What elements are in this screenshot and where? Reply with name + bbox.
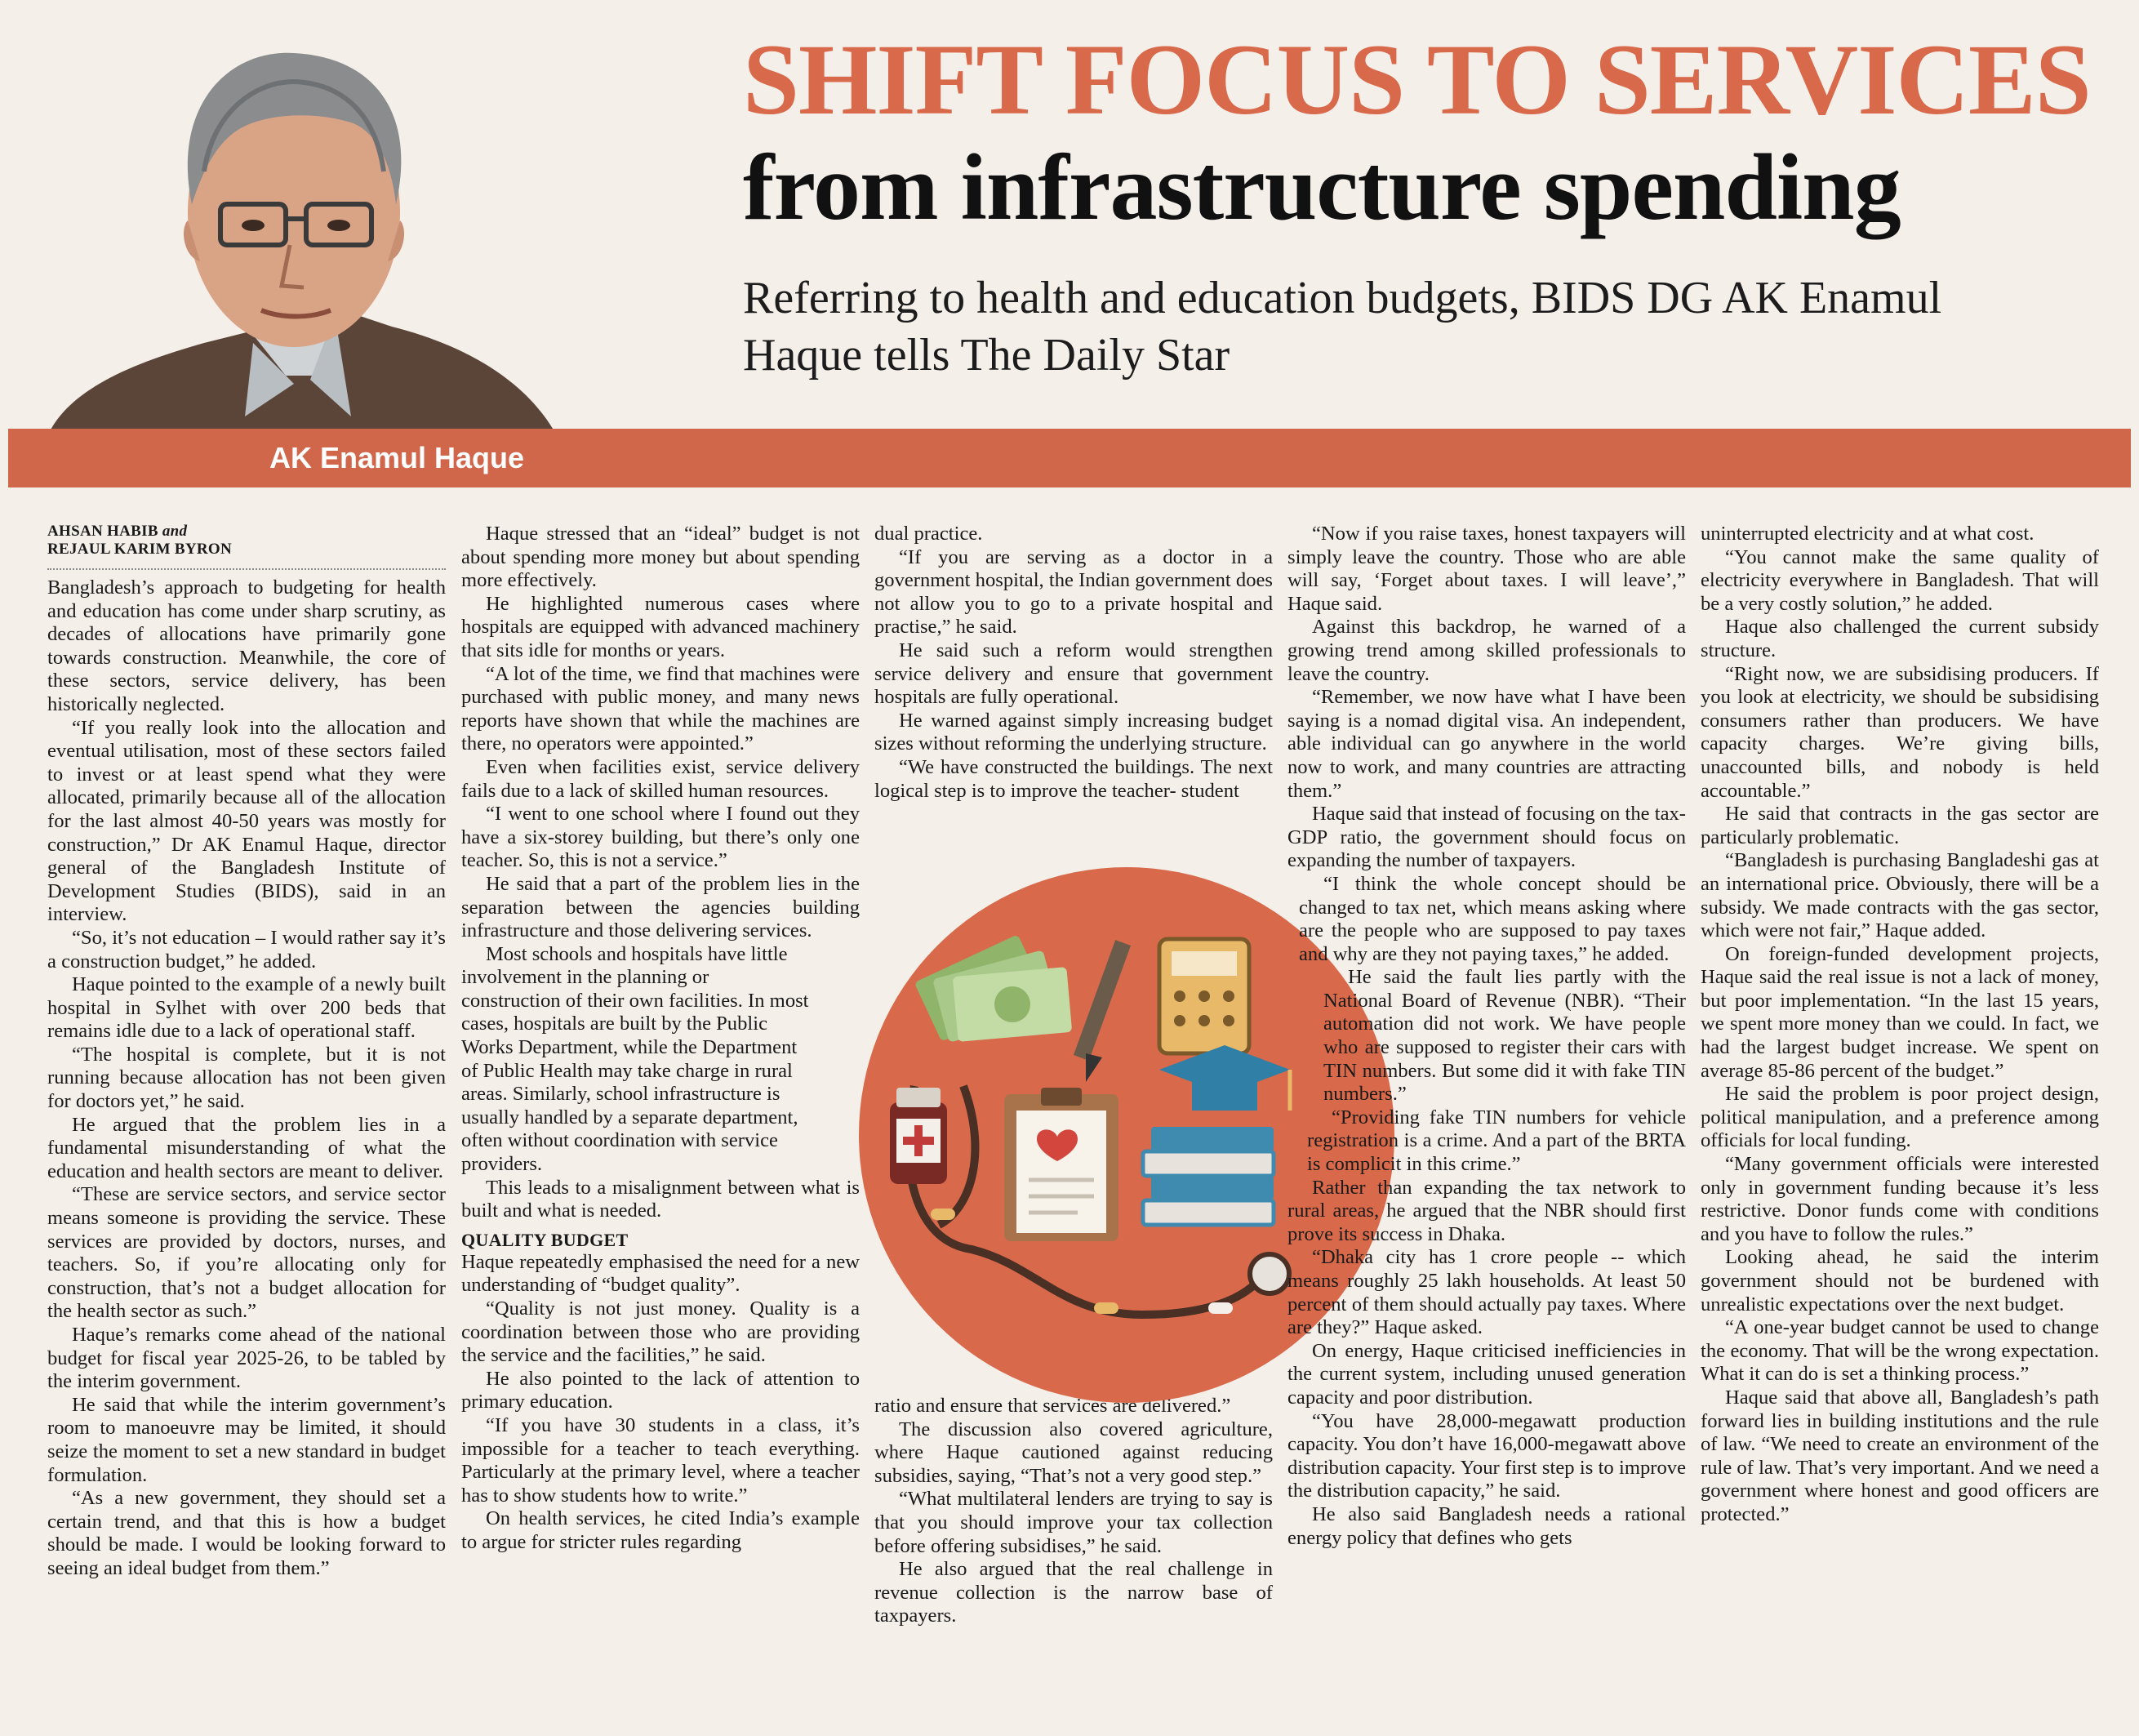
paragraph: “Many government officials were interested only in government funding because it’s less restrictive. Donor funds come with conditions and you have to follow the rules.” bbox=[1701, 1153, 2099, 1245]
portrait-illustration bbox=[49, 33, 555, 433]
books-icon bbox=[1143, 1127, 1274, 1225]
standfirst: Referring to health and education budgets, BIDS DG AK Enamul Haque tells The Daily Star bbox=[743, 273, 1942, 381]
paragraph: Haque’s remarks come ahead of the national budget for fiscal year 2025-26, to be tabled by the interim government. bbox=[47, 1324, 446, 1393]
paragraph: He said that a part of the problem lies in the separation between the agencies building infrastructure and those delivering services. bbox=[461, 872, 860, 942]
paragraph: Haque pointed to the example of a newly built hospital in Sylhet with over 200 beds that remains idle due to a lack of operational staff. bbox=[47, 973, 446, 1043]
paragraph: “If you really look into the allocation and eventual utilisation, most of these sectors failed to invest or at least spend what they were allocated, primarily because all of the allocation for the last almost 40-50 years was mostly for construction,” Dr AK Enamul Haque, director general of the Bangladesh Institute of Development Studies (BIDS), said in an interview. bbox=[47, 716, 446, 926]
paragraph: Bangladesh’s approach to budgeting for health and education has come under sharp scrutiny, as decades of allocations have primarily gone towards construction. Meanwhile, the core of these sectors, service delivery, has been historically neglected. bbox=[47, 576, 446, 715]
paragraph: He said the fault lies partly with the National Board of Revenue (NBR). “Their automation did not work. We have people who are supposed to register their cars with TIN numbers. But some did it with fake TIN numbers.” bbox=[1323, 966, 1686, 1106]
column-3 bbox=[874, 523, 1273, 1627]
paragraph: He also said Bangladesh needs a rational energy policy that defines who gets bbox=[1287, 1502, 1686, 1549]
medicine-bottle-icon bbox=[890, 1088, 947, 1184]
paragraph: “You cannot make the same quality of electricity everywhere in Bangladesh. That will be a very costly solution,” he added. bbox=[1701, 545, 2099, 615]
paragraph: “If you have 30 students in a class, it’s impossible for a teacher to teach everything. Particularly at the primary level, where a teacher has to show students how to write.” bbox=[461, 1413, 860, 1507]
paragraph: Even when facilities exist, service delivery fails due to a lack of skilled human resources. bbox=[461, 755, 860, 802]
paragraph: Haque repeatedly emphasised the need for a new understanding of “budget quality”. bbox=[461, 1250, 860, 1297]
portrait-caption: AK Enamul Haque bbox=[269, 441, 525, 474]
paragraph: “These are service sectors, and service sector means someone is providing the service. These services are provided by doctors, nurses, and teachers. So, if you’re allocating only for construction, that’s not a budget allocation for the health sector as such.” bbox=[47, 1183, 446, 1323]
paragraph: “What multilateral lenders are trying to say is that you should improve your tax collection before offering subsidises,” he said. bbox=[874, 1488, 1273, 1557]
paragraph: Haque said that above all, Bangladesh’s path forward lies in building institutions and the rule of law. “We need to create an environment of the rule of law. That’s very important. And we need a government where honest and good officers are protected.” bbox=[1701, 1386, 2099, 1525]
column-4 bbox=[1287, 523, 1686, 1550]
paragraph: “I went to one school where I found out they have a six-storey building, but there’s only one teacher. So, this is not a service.” bbox=[461, 803, 860, 872]
paragraph: On foreign-funded development projects, Haque said the real issue is not a lack of money, but poor implementation. “In the last 15 years, we spent more money than we could. In fact, we had the largest budget increase. We spent on average 85-86 percent of the budget.” bbox=[1701, 942, 2099, 1082]
paragraph: “As a new government, they should set a certain trend, and that this is how a budget should be made. I would be looking forward to seeing an ideal budget from them.” bbox=[47, 1487, 446, 1579]
byline bbox=[47, 523, 446, 570]
column-3-top bbox=[874, 523, 1273, 803]
paragraph: Against this backdrop, he warned of a growing trend among skilled professionals to leave the country. bbox=[1287, 616, 1686, 685]
paragraph: “Bangladesh is purchasing Bangladeshi gas at an international price. Obviously, there will be a subsidy. We made contracts with the gas sector, which were not fair,” Haque added. bbox=[1701, 849, 2099, 942]
paragraph: “Providing fake TIN numbers for vehicle registration is a crime. And a part of the BRTA is complicit in this crime.” bbox=[1307, 1106, 1686, 1176]
column-3-bottom bbox=[874, 1395, 1273, 1628]
paragraph: He highlighted numerous cases where hospitals are equipped with advanced machinery that sits idle for months or years. bbox=[461, 592, 860, 661]
paragraph: “A lot of the time, we find that machines were purchased with public money, and many news reports have shown that while the machines are there, no operators were appointed.” bbox=[461, 662, 860, 755]
paragraph: Haque stressed that an “ideal” budget is not about spending more money but about spending more effectively. bbox=[461, 523, 860, 592]
paragraph: Most schools and hospitals have little involvement in the planning or construction of their own facilities. In most cases, hospitals are built by the Public Works Department, while the Department of Public Health may take charge in rural areas. Similarly, school infrastructure is usually handled by a separate department, often without coordination with service providers. bbox=[461, 942, 809, 1176]
column-5 bbox=[1701, 523, 2099, 1527]
paragraph: “Now if you raise taxes, honest taxpayers will simply leave the country. Those who are able will say, ‘Forget about taxes. I will leave’,” Haque said. bbox=[1287, 523, 1686, 615]
subheadline: from infrastructure spending bbox=[743, 136, 1901, 240]
paragraph: He warned against simply increasing budget sizes without reforming the underlying structure. bbox=[874, 709, 1273, 755]
paragraph: Haque also challenged the current subsidy structure. bbox=[1701, 616, 2099, 661]
paragraph: This leads to a misalignment between what is built and what is needed. bbox=[461, 1176, 860, 1222]
paragraph: Haque said that instead of focusing on the tax-GDP ratio, the government should focus on expanding the number of taxpayers. bbox=[1287, 803, 1686, 872]
paragraph: On health services, he cited India’s example to argue for stricter rules regarding bbox=[461, 1507, 860, 1553]
byline-author-1: AHSAN HABIB bbox=[47, 523, 158, 540]
paragraph: He also argued that the real challenge in revenue collection is the narrow base of taxpayers. bbox=[874, 1558, 1273, 1627]
paragraph: He argued that the problem lies in a fundamental misunderstanding of what the education and health sectors are meant to deliver. bbox=[47, 1113, 446, 1182]
paragraph: “Quality is not just money. Quality is a coordination between those who are providing the service and the facilities,” he said. bbox=[461, 1298, 860, 1367]
paragraph: Rather than expanding the tax network to rural areas, he argued that the NBR should first prove its success in Dhaka. bbox=[1287, 1176, 1686, 1245]
paragraph: “Right now, we are subsidising producers. If you look at electricity, we should be subsidising consumers rather than producers. We have capacity charges. We’re giving bills, unaccounted bills, and nobody is held accountable.” bbox=[1701, 662, 2099, 802]
byline-conjunction: and bbox=[162, 523, 188, 540]
paragraph: ratio and ensure that services are delivered.” bbox=[874, 1395, 1231, 1417]
headline: SHIFT FOCUS TO SERVICES bbox=[743, 24, 2091, 136]
paragraph: uninterrupted electricity and at what cost. bbox=[1701, 523, 2034, 545]
paragraph: He said such a reform would strengthen service delivery and ensure that government hospitals are fully operational. bbox=[874, 639, 1273, 709]
column-1 bbox=[47, 523, 446, 1581]
paragraph: “So, it’s not education – I would rather say it’s a construction budget,” he added. bbox=[47, 926, 446, 973]
paragraph: The discussion also covered agriculture, where Haque cautioned against reducing subsidies, saying, “That’s not a very good step.” bbox=[874, 1418, 1273, 1487]
column-2 bbox=[461, 523, 860, 1555]
paragraph: “If you are serving as a doctor in a government hospital, the Indian government does not allow you to go to a private hospital and practise,” he said. bbox=[874, 545, 1273, 639]
paragraph: dual practice. bbox=[874, 523, 983, 545]
paragraph: He said that contracts in the gas sector are particularly problematic. bbox=[1701, 803, 2099, 848]
paragraph: “A one-year budget cannot be used to change the economy. That will be the wrong expectation. What it can do is set a thinking process.” bbox=[1701, 1316, 2099, 1386]
section-heading-quality-budget: QUALITY BUDGET bbox=[461, 1229, 629, 1250]
clipboard-icon bbox=[1004, 1088, 1118, 1241]
byline-author-2: REJAUL KARIM BYRON bbox=[47, 541, 233, 558]
paragraph: Looking ahead, he said the interim government should not be burdened with unrealistic expectations over the next budget. bbox=[1701, 1246, 2099, 1315]
paragraph: He said that while the interim government’s room to manoeuvre may be limited, it should seize the moment to set a new standard in budget formulation. bbox=[47, 1393, 446, 1486]
paragraph: On energy, Haque criticised inefficiencies in the current system, including unused generation capacity and poor distribution. bbox=[1287, 1339, 1686, 1409]
paragraph: “I think the whole concept should be changed to tax net, which means asking where are the people who are supposed to pay taxes and why are they not paying taxes,” he added. bbox=[1299, 872, 1686, 965]
paragraph: “Dhaka city has 1 crore people -- which means roughly 25 lakh households. At least 50 percent of them should actually pay taxes. Where are they?” Haque asked. bbox=[1287, 1246, 1686, 1339]
paragraph: “You have 28,000-megawatt production capacity. You don’t have 16,000-megawatt above distribution capacity. Your first step is to improve the distribution capacity,” he said. bbox=[1287, 1409, 1686, 1502]
paragraph: “We have constructed the buildings. The next logical step is to improve the teacher- student bbox=[874, 755, 1273, 802]
paragraph: He also pointed to the lack of attention to primary education. bbox=[461, 1367, 860, 1413]
paragraph: “Remember, we now have what I have been saying is a nomad digital visa. An independent, able individual can go anywhere in the world now to work, and many countries are attracting them.” bbox=[1287, 686, 1686, 802]
paragraph: He said the problem is poor project design, political manipulation, and a preference among officials for local funding. bbox=[1701, 1083, 2099, 1152]
paragraph: “The hospital is complete, but it is not running because allocation has not been given for doctors yet,” he said. bbox=[47, 1043, 446, 1113]
calculator-icon bbox=[1159, 939, 1249, 1053]
